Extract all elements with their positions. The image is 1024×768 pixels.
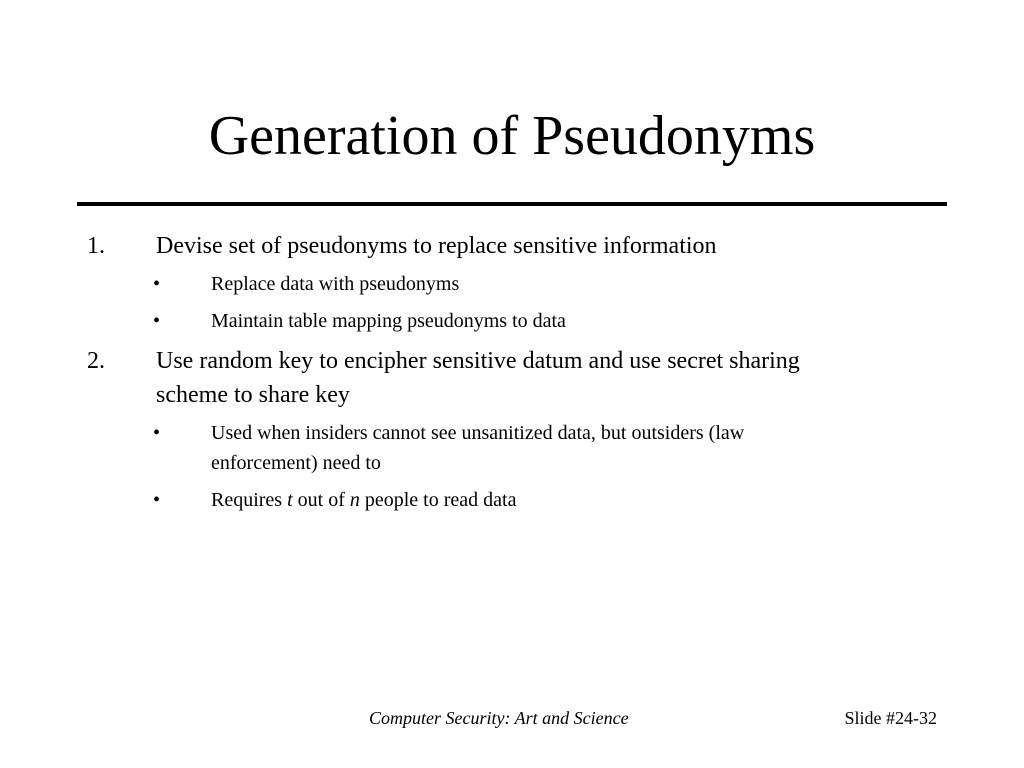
item-2-sub-1-bullet: • [153, 422, 161, 444]
text-run: out of [292, 489, 350, 511]
footer-slide-number: Slide #24-32 [844, 708, 937, 728]
title-divider [77, 202, 947, 206]
item-1-text: Devise set of pseudonyms to replace sensitive information [156, 233, 717, 259]
item-1-number: 1. [87, 233, 105, 259]
slide-title: Generation of Pseudonyms [208, 105, 816, 167]
item-1-sub-1-bullet: • [153, 273, 161, 295]
item-2-number: 2. [87, 348, 105, 374]
item-2-text-line-1: Use random key to encipher sensitive datum and use secret sharing [156, 348, 800, 374]
item-2-sub-1-text-line-2: enforcement) need to [211, 452, 381, 474]
footer-course-title: Computer Security: Art and Science [369, 708, 629, 728]
variable-t: t [287, 489, 293, 511]
text-run: Requires [211, 489, 288, 511]
item-2-text-line-2: scheme to share key [156, 382, 350, 408]
text-run: people to read data [359, 489, 517, 511]
variable-n: n [349, 489, 360, 511]
item-2-sub-1-text-line-1: Used when insiders cannot see unsanitized data, but outsiders (law [211, 422, 745, 444]
item-1-sub-2-bullet: • [153, 310, 161, 332]
item-2-sub-2-text [211, 485, 931, 515]
item-1-sub-1-text: Replace data with pseudonyms [211, 273, 460, 295]
item-2-sub-2-bullet: • [153, 489, 161, 511]
item-1-sub-2-text: Maintain table mapping pseudonyms to data [211, 310, 566, 332]
